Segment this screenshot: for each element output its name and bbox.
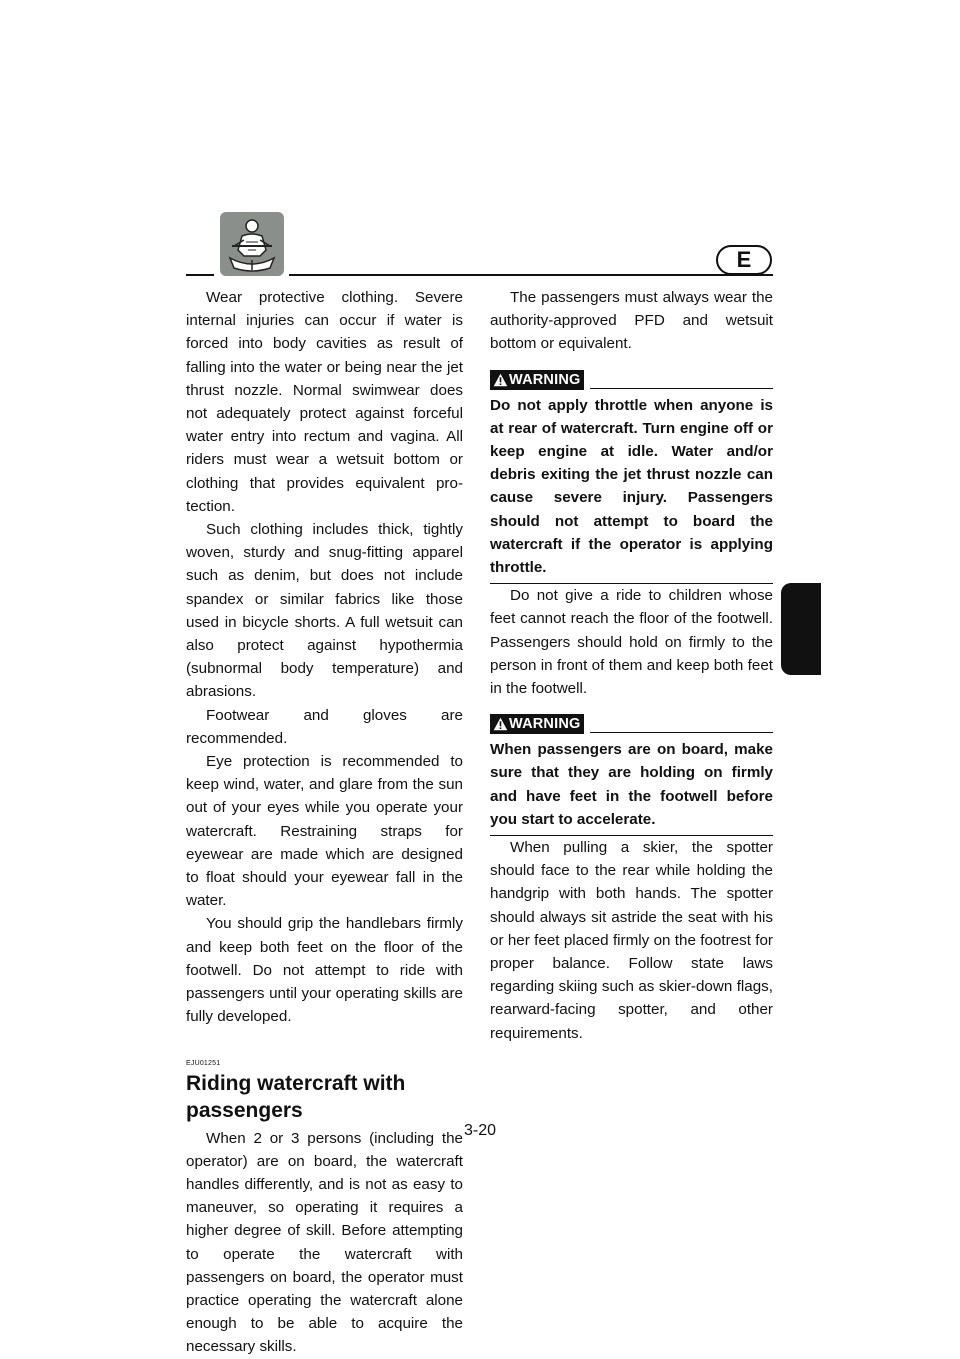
warning-label: WARNING [509,371,581,388]
warning-badge [490,370,584,390]
paragraph-clothing-types: Such clothing includes thick, tightly woven, sturdy and snug-fitting apparel such as denim, but does not include spandex or similar fabrics like those used in bicycle shorts. A full wetsuit can also protect against hypothermia (subnormal body temperature) and abrasions. [186,521,463,701]
warning-header [490,714,773,734]
warning-box-passengers [490,714,773,836]
warning-triangle-icon [493,373,508,387]
section-title: Riding watercraft with passengers [186,1071,406,1122]
warning-text-passengers: When passengers are on board, make sure that they are holding on firmly and have feet in the footwell before you start to accelerate. [490,738,773,836]
warning-rule [590,732,773,733]
page-number: 3-20 [463,1122,497,1139]
section-code: EJU01251 [186,1059,221,1067]
paragraph-grip-handlebars: You should grip the handlebars firmly and keep both feet on the floor of the footwell. Do not attempt to ride with passengers until your operating skills are fully developed. [186,915,463,1026]
warning-triangle-icon [493,717,508,731]
paragraph-footwear: Footwear and gloves are recommended. [186,706,463,747]
paragraph-children: Do not give a ride to children whose feet cannot reach the floor of the footwell. Passengers should hold on firmly to the person in front of them and keep both feet in the footwell. [490,587,773,698]
paragraph-skier-spotter: When pulling a skier, the spotter should face to the rear while holding the handgrip with both hands. The spotter should always sit astride the seat with his or her feet placed firmly on the footrest for proper balance. Follow state laws regarding skiing such as skier-down flags, rearward-facing spotter, and other requirements. [490,839,773,1042]
right-column [490,286,773,1045]
warning-rule [590,388,773,389]
paragraph-passenger-pfd: The passengers must always wear the authority-approved PFD and wetsuit bottom or equivalent. [490,289,773,353]
watercraft-rider-icon [220,212,284,276]
warning-text-throttle: Do not apply throttle when anyone is at rear of watercraft. Turn engine off or keep engine at idle. Water and/or debris exiting the jet thrust nozzle can cause severe injury. Passengers should not attempt to board the watercraft if the operator is applying throttle. [490,394,773,585]
warning-badge [490,714,584,734]
paragraph-passengers-handling: When 2 or 3 persons (including the operator) are on board, the watercraft handles differently, and is not as easy to maneuver, so operating it requires a higher degree of skill. Before attempting to operate the watercraft with passengers on board, the operator must practice operating the watercraft alone enough to be able to acquire the necessary skills. [186,1129,463,1356]
paragraph-eye-protection: Eye protection is recommended to keep wind, water, and glare from the sun out of your eyes while you operate your watercraft. Restraining straps for eyewear are made which are designed to float should your eyewear fall in the water. [186,753,463,910]
chapter-tab [781,583,821,675]
language-badge: E [716,245,772,275]
header-rule-left [186,274,214,276]
paragraph-protective-clothing: Wear protective clothing. Severe internal injuries can occur if water is forced into body cavities as result of falling into the water or being near the jet thrust nozzle. Normal swimwear does not adequately protect against forceful water entry into rectum and vagina. All riders must wear a wetsuit bottom or clothing that provides equivalent protection. [186,289,463,515]
warning-header [490,370,773,390]
left-column [186,286,463,1359]
warning-label: WARNING [509,716,581,733]
warning-box-throttle [490,370,773,585]
header-rule-right [289,274,773,276]
